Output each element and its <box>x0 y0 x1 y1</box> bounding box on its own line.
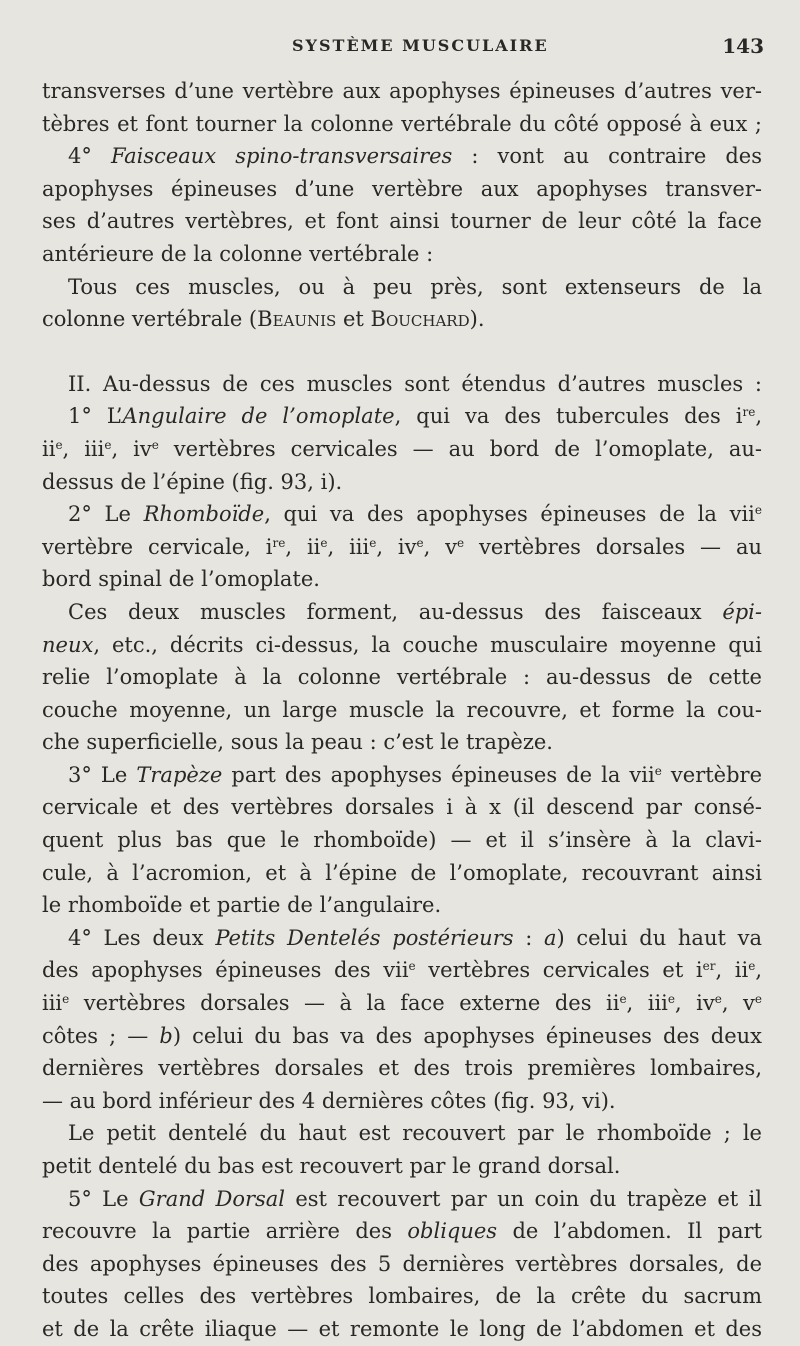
superscript: e <box>619 992 627 1007</box>
text-line <box>42 1150 762 1183</box>
text-run: tèbres et font tourner la colonne vertébrale du côté opposé à eux ; <box>42 111 762 136</box>
text-line <box>42 726 762 759</box>
text-run: : vont au contraire des <box>452 144 762 169</box>
superscript: e <box>654 763 662 778</box>
text-line <box>42 205 762 238</box>
running-title: SYSTÈME MUSCULAIRE <box>292 36 549 55</box>
superscript: e <box>457 535 465 550</box>
text-line <box>42 140 762 173</box>
text-run: ) celui du bas va des apophyses épineuses des deux <box>172 1023 762 1048</box>
text-run: , etc., décrits ci-dessus, la couche musculaire moyenne qui <box>93 632 762 657</box>
text-run: , <box>755 404 763 429</box>
page-header <box>0 36 800 76</box>
text-run: , iii <box>327 534 370 559</box>
text-line <box>42 563 762 596</box>
text-run: , iv <box>111 436 152 461</box>
text-run: , iii <box>626 991 668 1016</box>
text-line <box>42 759 762 792</box>
superscript: e <box>104 437 112 452</box>
text-run: et de la crête iliaque — et remonte le long de l’abdomen et des <box>42 1316 762 1341</box>
text-line <box>42 400 762 433</box>
text-run: , <box>755 958 762 983</box>
text-run: Le petit dentelé du haut est recouvert par le rhomboïde ; le <box>68 1121 762 1146</box>
text-run: est recouvert par un coin du trapèze et il <box>285 1186 762 1211</box>
text-run: quent plus bas que le rhomboïde) — et il s’insère à la clavi- <box>42 828 762 853</box>
text-run: couche moyenne, un large muscle la recouvre, et forme la cou- <box>42 697 762 722</box>
text-line <box>42 791 762 824</box>
text-run: transverses d’une vertèbre aux apophyses épineuses d’autres ver- <box>42 79 762 103</box>
italic-term: Petits Dentelés postérieurs <box>215 925 514 950</box>
text-run: , iv <box>376 534 417 559</box>
text-run: 2° Le <box>68 502 144 527</box>
superscript: er <box>702 959 716 974</box>
italic-term: b <box>159 1023 173 1048</box>
text-line <box>42 531 762 564</box>
text-run: : <box>513 925 544 950</box>
superscript: e <box>320 535 328 550</box>
text-run: colonne vertébrale ( <box>42 307 258 332</box>
text-run: côtes ; — <box>42 1023 160 1048</box>
italic-term: a <box>544 925 557 950</box>
text-line <box>42 303 762 336</box>
text-run: , iv <box>674 991 715 1016</box>
superscript: e <box>369 535 377 550</box>
text-line <box>42 661 762 694</box>
italic-term: Rhomboïde <box>143 502 265 527</box>
superscript: re <box>742 405 756 420</box>
text-run: apophyses épineuses d’une vertèbre aux apophyses transver- <box>42 176 762 201</box>
text-line <box>42 1215 762 1248</box>
text-line <box>42 1117 762 1150</box>
text-line <box>42 238 762 271</box>
text-run: toutes celles des vertèbres lombaires, de la crête du sacrum <box>42 1284 762 1309</box>
text-run: 4° Les deux <box>68 925 216 950</box>
paragraph-gap <box>42 336 762 368</box>
text-line <box>42 433 762 466</box>
text-run: 5° Le <box>68 1186 139 1211</box>
text-run: , iii <box>62 436 105 461</box>
text-run: ) celui du haut va <box>556 925 762 950</box>
text-run: ses d’autres vertèbres, et font ainsi tourner de leur côté la face <box>42 209 762 234</box>
text-run: petit dentelé du bas est recouvert par le grand dorsal. <box>42 1154 621 1178</box>
superscript: e <box>714 992 722 1007</box>
italic-term: obliques <box>407 1219 498 1244</box>
text-run: Ces deux muscles forment, au-dessus des faisceaux <box>68 599 723 624</box>
italic-term: Grand Dorsal <box>138 1186 286 1211</box>
text-run: antérieure de la colonne vertébrale : <box>42 241 434 266</box>
superscript: e <box>151 437 159 452</box>
text-line <box>42 1248 762 1281</box>
text-run: le rhomboïde et partie de l’angulaire. <box>42 893 442 918</box>
superscript: e <box>416 535 424 550</box>
text-line <box>42 1280 762 1313</box>
superscript: e <box>55 437 63 452</box>
text-run: vertèbre <box>661 762 763 787</box>
text-run: , qui va des apophyses épineuses de la vii <box>264 502 755 527</box>
text-line <box>42 1183 762 1216</box>
text-run: 4° <box>68 144 111 169</box>
text-line <box>42 596 762 629</box>
text-run: de l’abdomen. Il part <box>497 1219 762 1244</box>
text-run: des apophyses épineuses des vii <box>42 958 409 983</box>
text-line <box>42 1052 762 1085</box>
text-line <box>42 987 762 1020</box>
text-line <box>42 857 762 890</box>
text-run: dessus de l’épine (fig. 93, i). <box>42 469 343 494</box>
text-line <box>42 108 762 141</box>
superscript: e <box>667 992 675 1007</box>
italic-term: épi- <box>722 599 762 624</box>
text-line <box>42 271 762 304</box>
text-line <box>42 1085 762 1118</box>
text-run: relie l’omoplate à la colonne vertébrale : au-dessus de cette <box>42 665 762 690</box>
text-line <box>42 824 762 857</box>
text-line <box>42 368 762 401</box>
text-run: vertèbres dorsales — à la face externe des ii <box>69 991 620 1016</box>
text-run: 1° L’ <box>68 404 123 429</box>
text-run: i <box>735 404 743 429</box>
text-line <box>42 889 762 922</box>
text-line <box>42 173 762 206</box>
text-run: Tous ces muscles, ou à peu près, sont extenseurs de la <box>68 274 762 299</box>
text-run: part des apophyses épineuses de la vii <box>222 762 655 787</box>
page-number: 143 <box>722 34 764 58</box>
superscript: e <box>62 992 70 1007</box>
text-run: et <box>336 307 371 332</box>
text-run: vertèbre cervicale, i <box>42 534 273 559</box>
text-run: che superficielle, sous la peau : c’est le trapèze. <box>42 730 553 755</box>
text-line <box>42 629 762 662</box>
text-run: des apophyses épineuses des 5 dernières vertèbres dorsales, de <box>42 1251 762 1276</box>
body-text <box>42 75 762 1346</box>
text-line <box>42 1020 762 1053</box>
text-run: , v <box>423 534 458 559</box>
text-line <box>42 498 762 531</box>
text-run: , ii <box>285 534 321 559</box>
text-run: vertèbres cervicales — au bord de l’omoplate, au- <box>158 436 763 461</box>
superscript: e <box>754 503 762 518</box>
text-line <box>42 466 762 499</box>
text-line <box>42 1313 762 1346</box>
text-run: ). <box>469 307 485 332</box>
text-run: bord spinal de l’omoplate. <box>42 567 320 592</box>
text-run: cervicale et des vertèbres dorsales i à x (il descend par consé- <box>42 795 762 820</box>
text-line <box>42 694 762 727</box>
text-run: recouvre la partie arrière des <box>42 1219 408 1244</box>
author-name: Bouchard <box>370 307 470 332</box>
text-run: cule, à l’acromion, et à l’épine de l’omoplate, recouvrant ainsi <box>42 860 762 885</box>
text-line <box>42 954 762 987</box>
italic-term: neux <box>42 632 94 657</box>
superscript: e <box>748 959 756 974</box>
italic-term: Faisceaux spino-transversaires <box>110 144 453 169</box>
italic-term: Trapèze <box>136 762 223 787</box>
text-run: ii <box>42 436 56 461</box>
text-run: , v <box>721 991 755 1016</box>
text-line <box>42 922 762 955</box>
text-run: vertèbres dorsales — au <box>464 534 762 559</box>
text-run: 3° Le <box>68 762 137 787</box>
superscript: e <box>754 992 763 1007</box>
text-run: — au bord inférieur des 4 dernières côtes (fig. 93, vi). <box>42 1088 616 1113</box>
author-name: Beaunis <box>257 307 337 332</box>
superscript: e <box>408 959 416 974</box>
italic-term: Angulaire de l’omoplate <box>122 404 395 429</box>
text-run: vertèbres cervicales et i <box>415 958 703 983</box>
text-run: iii <box>42 991 63 1016</box>
text-run: II. Au-dessus de ces muscles sont étendus d’autres muscles : <box>68 371 762 396</box>
text-run: dernières vertèbres dorsales et des trois premières lombaires, <box>42 1056 762 1081</box>
text-run: , qui va des tubercules des <box>394 404 736 429</box>
superscript: re <box>272 535 286 550</box>
text-run: , ii <box>715 958 749 983</box>
text-line <box>42 75 762 108</box>
